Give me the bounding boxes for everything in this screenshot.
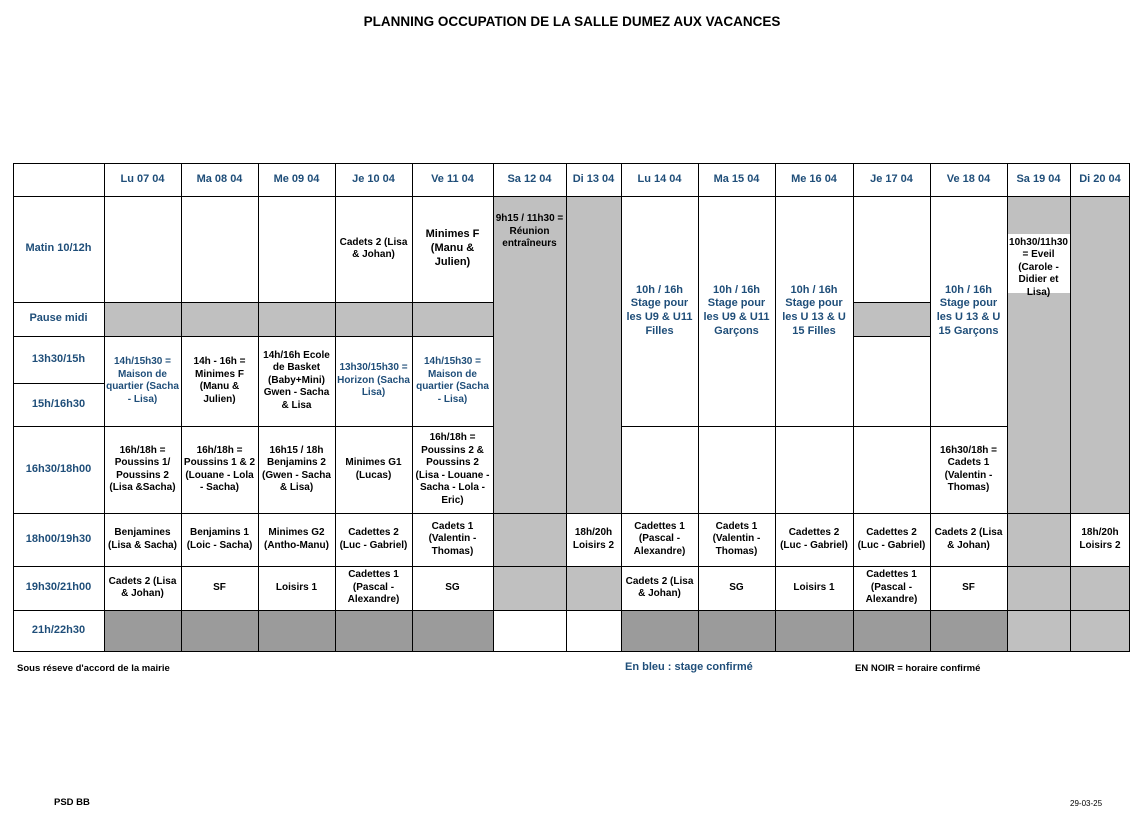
schedule-cell: Cadettes 1 (Pascal - Alexandre) — [347, 569, 400, 606]
schedule-cell: Cadettes 1 (Pascal - Alexandre) — [865, 569, 918, 606]
row-label: 19h30/21h00 — [25, 581, 92, 594]
schedule-cell: 16h15 / 18h Benjamins 2 (Gwen - Sacha & Lisa) — [262, 444, 331, 493]
schedule-cell: 14h/15h30 = Maison de quartier (Sacha - Lisa) — [416, 356, 489, 405]
planning-table — [13, 163, 1130, 652]
day-header: Sa 19 04 — [1016, 172, 1061, 185]
day-header: Lu 14 04 — [637, 172, 682, 185]
footer-org: PSD BB — [54, 797, 90, 808]
schedule-cell: Minimes G1 (Lucas) — [345, 457, 402, 481]
stage-cell: 10h / 16h Stage pour les U9 & U11 Filles — [626, 283, 693, 337]
row-label: 16h30/18h00 — [25, 462, 92, 475]
stage-cell: 10h / 16h Stage pour les U 13 & U 15 Filles — [782, 283, 846, 337]
schedule-cell: Loisirs 1 — [275, 581, 318, 593]
schedule-cell: Benjamines (Lisa & Sacha) — [108, 527, 177, 551]
day-header: Di 20 04 — [1079, 172, 1121, 185]
schedule-cell: 9h15 / 11h30 = Réunion entraîneurs — [495, 213, 564, 249]
schedule-cell: Minimes G2 (Antho-Manu) — [264, 527, 329, 551]
schedule-cell: 14h - 16h = Minimes F (Manu & Julien) — [193, 356, 246, 405]
schedule-cell: Cadettes 2 (Luc - Gabriel) — [857, 527, 926, 551]
schedule-cell: Loisirs 1 — [793, 581, 835, 593]
row-label: Pause midi — [29, 312, 88, 325]
schedule-cell: 13h30/15h30 = Horizon (Sacha Lisa) — [337, 362, 410, 399]
page-title: PLANNING OCCUPATION DE LA SALLE DUMEZ AUX VACANCES — [363, 14, 781, 29]
day-header: Lu 07 04 — [120, 172, 165, 185]
schedule-cell: Cadets 1 (Valentin - Thomas) — [712, 520, 761, 557]
schedule-cell: Minimes F (Manu & Julien) — [425, 228, 480, 268]
schedule-cell: 16h/18h = Poussins 2 & Poussins 2 (Lisa - Louane - Sacha - Lola - Eric) — [415, 432, 490, 506]
footer-date: 29-03-25 — [1070, 799, 1103, 808]
schedule-cell: 18h/20h Loisirs 2 — [1079, 527, 1121, 551]
schedule-cell: 10h30/11h30 = Eveil (Carole - Didier et Lisa) — [1009, 236, 1068, 298]
schedule-cell: 14h/15h30 = Maison de quartier (Sacha - Lisa) — [106, 356, 179, 405]
schedule-cell: Benjamins 1 (Loic - Sacha) — [186, 527, 253, 551]
schedule-cell: Cadets 2 (Lisa & Johan) — [108, 575, 177, 599]
schedule-cell: Cadets 2 (Lisa & Johan) — [625, 575, 694, 599]
stage-cell: 10h / 16h Stage pour les U9 & U11 Garçons — [703, 283, 770, 337]
schedule-cell: Cadettes 2 (Luc - Gabriel) — [780, 527, 848, 551]
day-header: Ma 15 04 — [713, 172, 760, 185]
schedule-cell: SG — [445, 581, 460, 593]
schedule-cell: SG — [729, 581, 744, 593]
schedule-cell: Cadets 2 (Lisa & Johan) — [934, 527, 1003, 551]
day-header: Je 10 04 — [352, 172, 395, 185]
footer-note-mairie: Sous réseve d'accord de la mairie — [17, 663, 170, 674]
footer-legend-blue: En bleu : stage confirmé — [625, 661, 753, 673]
row-label: Matin 10/12h — [25, 242, 92, 255]
schedule-cell: Cadettes 1 (Pascal - Alexandre) — [633, 520, 686, 557]
day-header: Ma 08 04 — [196, 172, 243, 185]
row-label: 15h/16h30 — [31, 397, 86, 410]
day-header: Di 13 04 — [572, 172, 615, 185]
stage-cell: 10h / 16h Stage pour les U 13 & U 15 Garçons — [936, 283, 1001, 337]
schedule-cell: 16h/18h = Poussins 1/ Poussins 2 (Lisa &Sacha) — [109, 444, 176, 493]
day-header: Ve 11 04 — [431, 172, 474, 185]
schedule-cell: Cadets 1 (Valentin - Thomas) — [428, 520, 477, 557]
row-label: 18h00/19h30 — [25, 532, 92, 545]
schedule-cell: Cadettes 2 (Luc - Gabriel) — [339, 527, 408, 551]
schedule-cell: SF — [962, 581, 975, 593]
schedule-cell: 14h/16h Ecole de Basket (Baby+Mini) Gwen - Sacha & Lisa — [263, 349, 330, 411]
schedule-cell: 16h30/18h = Cadets 1 (Valentin - Thomas) — [940, 444, 997, 493]
row-label: 21h/22h30 — [31, 623, 86, 636]
day-header: Je 17 04 — [870, 172, 913, 185]
day-header: Ve 18 04 — [946, 172, 991, 185]
schedule-cell: SF — [213, 581, 226, 593]
day-header: Me 09 04 — [273, 172, 320, 185]
schedule-cell: Cadets 2 (Lisa & Johan) — [339, 236, 408, 260]
schedule-cell: 18h/20h Loisirs 2 — [572, 527, 615, 551]
day-header: Sa 12 04 — [507, 172, 552, 185]
schedule-cell: 16h/18h = Poussins 1 & 2 (Louane - Lola - Sacha) — [183, 444, 256, 493]
row-label: 13h30/15h — [31, 352, 86, 365]
day-header: Me 16 04 — [791, 172, 837, 185]
footer-legend-black: EN NOIR = horaire confirmé — [855, 663, 981, 674]
